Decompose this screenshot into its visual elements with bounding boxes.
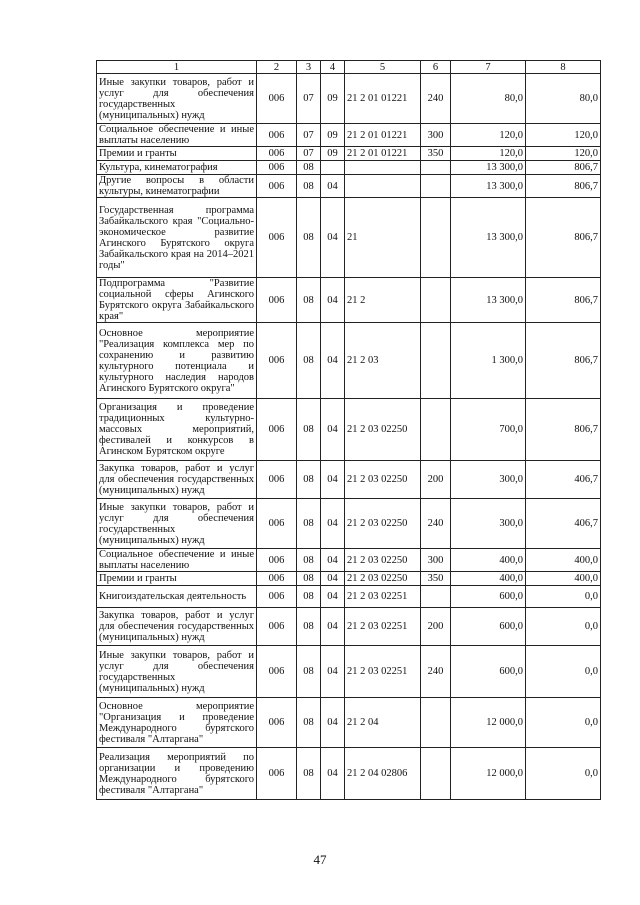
ved-code-cell: 006 [257, 278, 297, 323]
section-code-cell: 08 [297, 399, 321, 461]
ved-code-cell: 006 [257, 399, 297, 461]
target-article-cell [345, 161, 421, 175]
section-code-cell: 08 [297, 572, 321, 586]
expense-type-cell: 300 [421, 124, 451, 147]
expense-type-cell: 240 [421, 646, 451, 698]
expense-type-cell [421, 323, 451, 399]
section-code-cell: 08 [297, 175, 321, 198]
section-code-cell: 08 [297, 278, 321, 323]
row-name-cell: Премии и гранты [97, 572, 257, 586]
expense-type-cell [421, 161, 451, 175]
amount-7-cell: 600,0 [451, 646, 526, 698]
amount-8-cell: 0,0 [526, 646, 601, 698]
amount-7-cell: 120,0 [451, 147, 526, 161]
target-article-cell: 21 [345, 198, 421, 278]
table-row [97, 748, 601, 800]
amount-7-cell: 400,0 [451, 549, 526, 572]
target-article-cell: 21 2 04 [345, 698, 421, 748]
table-row [97, 399, 601, 461]
target-article-cell: 21 2 03 02250 [345, 461, 421, 499]
amount-7-cell: 13 300,0 [451, 198, 526, 278]
ved-code-cell: 006 [257, 499, 297, 549]
header-cell: 5 [345, 61, 421, 74]
ved-code-cell: 006 [257, 461, 297, 499]
target-article-cell: 21 2 03 02250 [345, 399, 421, 461]
target-article-cell: 21 2 03 02251 [345, 646, 421, 698]
ved-code-cell: 006 [257, 608, 297, 646]
amount-7-cell: 700,0 [451, 399, 526, 461]
table-row [97, 74, 601, 124]
target-article-cell: 21 2 03 [345, 323, 421, 399]
amount-8-cell: 400,0 [526, 549, 601, 572]
expense-type-cell: 350 [421, 572, 451, 586]
table-row [97, 161, 601, 175]
ved-code-cell: 006 [257, 586, 297, 608]
section-code-cell: 08 [297, 499, 321, 549]
amount-7-cell: 1 300,0 [451, 323, 526, 399]
subsection-code-cell: 04 [321, 608, 345, 646]
ved-code-cell: 006 [257, 323, 297, 399]
row-name-cell: Премии и гранты [97, 147, 257, 161]
subsection-code-cell: 04 [321, 323, 345, 399]
amount-7-cell: 400,0 [451, 572, 526, 586]
row-name-cell: Закупка товаров, работ и услуг для обеспечения государственных (муниципальных) нужд [97, 608, 257, 646]
expense-type-cell [421, 698, 451, 748]
section-code-cell: 08 [297, 461, 321, 499]
amount-7-cell: 13 300,0 [451, 175, 526, 198]
amount-8-cell: 120,0 [526, 147, 601, 161]
subsection-code-cell: 04 [321, 461, 345, 499]
target-article-cell: 21 2 01 01221 [345, 74, 421, 124]
target-article-cell: 21 2 03 02251 [345, 608, 421, 646]
subsection-code-cell: 04 [321, 175, 345, 198]
expense-type-cell: 200 [421, 461, 451, 499]
target-article-cell: 21 2 03 02251 [345, 586, 421, 608]
amount-8-cell: 406,7 [526, 461, 601, 499]
table-row [97, 698, 601, 748]
subsection-code-cell: 09 [321, 74, 345, 124]
subsection-code-cell: 04 [321, 198, 345, 278]
table-row [97, 198, 601, 278]
target-article-cell: 21 2 01 01221 [345, 147, 421, 161]
amount-8-cell: 806,7 [526, 399, 601, 461]
row-name-cell: Закупка товаров, работ и услуг для обеспечения государственных (муниципальных) нужд [97, 461, 257, 499]
amount-8-cell: 80,0 [526, 74, 601, 124]
amount-8-cell: 0,0 [526, 698, 601, 748]
expense-type-cell: 350 [421, 147, 451, 161]
ved-code-cell: 006 [257, 74, 297, 124]
table-row [97, 147, 601, 161]
subsection-code-cell: 04 [321, 748, 345, 800]
header-cell: 2 [257, 61, 297, 74]
page-number: 47 [313, 852, 327, 867]
row-name-cell: Реализация мероприятий по организации и проведению Международного бурятского фестиваля "Алтаргана" [97, 748, 257, 800]
row-name-cell: Культура, кинематография [97, 161, 257, 175]
subsection-code-cell: 09 [321, 124, 345, 147]
table-row [97, 572, 601, 586]
header-cell: 4 [321, 61, 345, 74]
row-name-cell: Государственная программа Забайкальского края "Социально-экономическое развитие Агинского Бурятского округа Забайкальского края на 2014–2021 годы" [97, 198, 257, 278]
table-row [97, 124, 601, 147]
table-row [97, 549, 601, 572]
section-code-cell: 07 [297, 74, 321, 124]
subsection-code-cell: 04 [321, 586, 345, 608]
ved-code-cell: 006 [257, 161, 297, 175]
expense-type-cell [421, 399, 451, 461]
expense-type-cell: 200 [421, 608, 451, 646]
amount-7-cell: 13 300,0 [451, 161, 526, 175]
table-row [97, 586, 601, 608]
row-name-cell: Социальное обеспечение и иные выплаты населению [97, 124, 257, 147]
amount-7-cell: 120,0 [451, 124, 526, 147]
expense-type-cell: 240 [421, 499, 451, 549]
header-cell: 8 [526, 61, 601, 74]
header-cell: 6 [421, 61, 451, 74]
subsection-code-cell: 04 [321, 549, 345, 572]
target-article-cell [345, 175, 421, 198]
row-name-cell: Иные закупки товаров, работ и услуг для обеспечения государственных (муниципальных) нужд [97, 499, 257, 549]
row-name-cell: Иные закупки товаров, работ и услуг для обеспечения государственных (муниципальных) нужд [97, 74, 257, 124]
expense-type-cell [421, 586, 451, 608]
expense-type-cell [421, 748, 451, 800]
target-article-cell: 21 2 04 02806 [345, 748, 421, 800]
section-code-cell: 08 [297, 646, 321, 698]
row-name-cell: Социальное обеспечение и иные выплаты населению [97, 549, 257, 572]
ved-code-cell: 006 [257, 147, 297, 161]
target-article-cell: 21 2 [345, 278, 421, 323]
table-row [97, 646, 601, 698]
section-code-cell: 08 [297, 748, 321, 800]
ved-code-cell: 006 [257, 646, 297, 698]
section-code-cell: 08 [297, 198, 321, 278]
amount-7-cell: 13 300,0 [451, 278, 526, 323]
subsection-code-cell: 09 [321, 147, 345, 161]
subsection-code-cell: 04 [321, 499, 345, 549]
section-code-cell: 08 [297, 608, 321, 646]
row-name-cell: Организация и проведение традиционных культурно-массовых мероприятий, фестивалей и конкурсов в Агинском Бурятском округе [97, 399, 257, 461]
header-row [97, 61, 601, 74]
header-cell: 1 [97, 61, 257, 74]
ved-code-cell: 006 [257, 549, 297, 572]
budget-table [96, 60, 601, 800]
amount-7-cell: 12 000,0 [451, 748, 526, 800]
section-code-cell: 08 [297, 698, 321, 748]
amount-7-cell: 300,0 [451, 499, 526, 549]
table-row [97, 608, 601, 646]
amount-8-cell: 806,7 [526, 323, 601, 399]
ved-code-cell: 006 [257, 198, 297, 278]
section-code-cell: 08 [297, 323, 321, 399]
amount-7-cell: 600,0 [451, 608, 526, 646]
expense-type-cell [421, 278, 451, 323]
amount-8-cell: 406,7 [526, 499, 601, 549]
amount-8-cell: 0,0 [526, 586, 601, 608]
row-name-cell: Иные закупки товаров, работ и услуг для обеспечения государственных (муниципальных) нужд [97, 646, 257, 698]
ved-code-cell: 006 [257, 572, 297, 586]
row-name-cell: Подпрограмма "Развитие социальной сферы Агинского Бурятского округа Забайкальского края" [97, 278, 257, 323]
row-name-cell: Другие вопросы в области культуры, кинематографии [97, 175, 257, 198]
target-article-cell: 21 2 03 02250 [345, 549, 421, 572]
table-row [97, 461, 601, 499]
row-name-cell: Основное мероприятие "Организация и проведение Международного бурятского фестиваля "Алтаргана" [97, 698, 257, 748]
subsection-code-cell: 04 [321, 698, 345, 748]
target-article-cell: 21 2 03 02250 [345, 499, 421, 549]
target-article-cell: 21 2 01 01221 [345, 124, 421, 147]
target-article-cell: 21 2 03 02250 [345, 572, 421, 586]
amount-8-cell: 806,7 [526, 161, 601, 175]
header-cell: 7 [451, 61, 526, 74]
amount-8-cell: 0,0 [526, 608, 601, 646]
subsection-code-cell: 04 [321, 278, 345, 323]
row-name-cell: Основное мероприятие "Реализация комплекса мер по сохранению и развитию культурного потенциала и культурного наследия народов Агинского Бурятского округа" [97, 323, 257, 399]
table-row [97, 278, 601, 323]
amount-8-cell: 806,7 [526, 278, 601, 323]
amount-8-cell: 400,0 [526, 572, 601, 586]
amount-7-cell: 12 000,0 [451, 698, 526, 748]
section-code-cell: 07 [297, 147, 321, 161]
ved-code-cell: 006 [257, 124, 297, 147]
ved-code-cell: 006 [257, 175, 297, 198]
expense-type-cell: 300 [421, 549, 451, 572]
section-code-cell: 08 [297, 549, 321, 572]
expense-type-cell: 240 [421, 74, 451, 124]
table-row [97, 323, 601, 399]
amount-7-cell: 80,0 [451, 74, 526, 124]
expense-type-cell [421, 198, 451, 278]
subsection-code-cell: 04 [321, 646, 345, 698]
ved-code-cell: 006 [257, 698, 297, 748]
amount-8-cell: 806,7 [526, 198, 601, 278]
subsection-code-cell: 04 [321, 572, 345, 586]
amount-7-cell: 600,0 [451, 586, 526, 608]
table-row [97, 499, 601, 549]
section-code-cell: 07 [297, 124, 321, 147]
expense-type-cell [421, 175, 451, 198]
header-cell: 3 [297, 61, 321, 74]
subsection-code-cell [321, 161, 345, 175]
row-name-cell: Книгоиздательская деятельность [97, 586, 257, 608]
amount-8-cell: 806,7 [526, 175, 601, 198]
subsection-code-cell: 04 [321, 399, 345, 461]
section-code-cell: 08 [297, 161, 321, 175]
section-code-cell: 08 [297, 586, 321, 608]
amount-8-cell: 120,0 [526, 124, 601, 147]
ved-code-cell: 006 [257, 748, 297, 800]
amount-8-cell: 0,0 [526, 748, 601, 800]
table-row [97, 175, 601, 198]
amount-7-cell: 300,0 [451, 461, 526, 499]
